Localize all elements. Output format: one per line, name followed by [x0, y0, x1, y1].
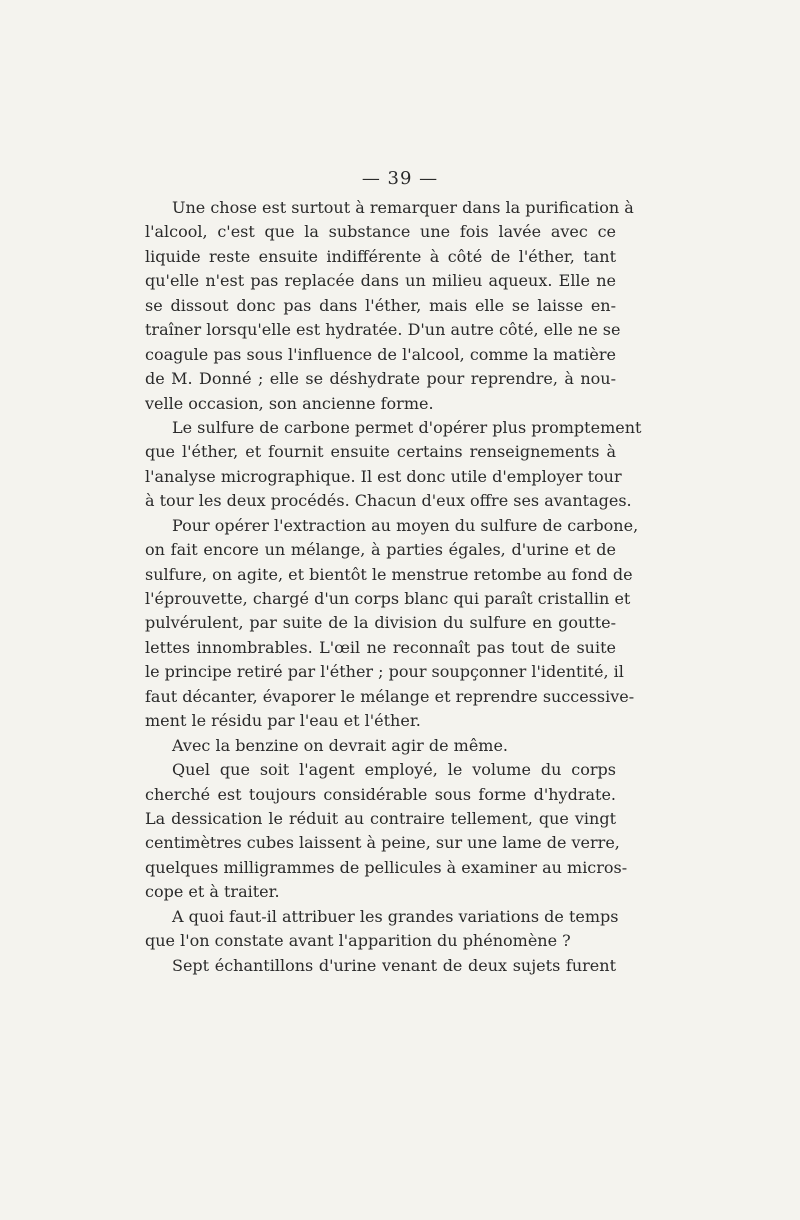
text-line: Pour opérer l'extraction au moyen du sulfure de carbone,: [172, 515, 639, 535]
text-line: A quoi faut-il attribuer les grandes variations de temps: [172, 906, 619, 926]
text-line: l'analyse micrographique. Il est donc utile d'employer tour: [145, 466, 622, 486]
text-line: qu'elle n'est pas replacée dans un milieu aqueux. Elle ne: [145, 271, 616, 291]
text-line: Avec la benzine on devrait agir de même.: [172, 735, 509, 755]
text-line: le principe retiré par l'éther ; pour soupçonner l'identité, il: [145, 662, 624, 682]
text-line: Le sulfure de carbone permet d'opérer plus promptement: [172, 417, 642, 437]
text-line: l'éprouvette, chargé d'un corps blanc qui paraît cristallin et: [145, 589, 631, 608]
text-line: que l'on constate avant l'apparition du phénomène ?: [145, 931, 571, 951]
body-text: [145, 196, 642, 978]
text-line: pulvérulent, par suite de la division du sulfure en goutte-: [145, 613, 616, 633]
text-line: que l'éther, et fournit ensuite certains renseignements à: [145, 442, 616, 462]
text-line: centimètres cubes laissent à peine, sur une lame de verre,: [145, 833, 620, 853]
text-line: cope et à traiter.: [145, 882, 280, 902]
text-line: coagule pas sous l'influence de l'alcool, comme la matière: [145, 344, 616, 364]
text-line: La dessication le réduit au contraire tellement, que vingt: [145, 808, 616, 828]
text-line: Quel que soit l'agent employé, le volume du corps: [172, 760, 616, 780]
text-line: Une chose est surtout à remarquer dans la purification à: [172, 198, 634, 217]
text-line: sulfure, on agite, et bientôt le menstrue retombe au fond de: [145, 564, 633, 584]
text-line: de M. Donné ; elle se déshydrate pour reprendre, à nou-: [145, 369, 616, 389]
text-line: on fait encore un mélange, à parties égales, d'urine et de: [145, 540, 616, 560]
text-line: liquide reste ensuite indifférente à côté de l'éther, tant: [145, 246, 616, 266]
text-line: traîner lorsqu'elle est hydratée. D'un autre côté, elle ne se: [145, 320, 621, 340]
text-line: cherché est toujours considérable sous forme d'hydrate.: [145, 784, 616, 804]
text-line: Sept échantillons d'urine venant de deux sujets furent: [172, 955, 616, 975]
text-line: à tour les deux procédés. Chacun d'eux offre ses avantages.: [145, 491, 632, 511]
page-number: — 39 —: [361, 168, 439, 189]
text-line: l'alcool, c'est que la substance une fois lavée avec ce: [145, 222, 616, 242]
text-line: lettes innombrables. L'œil ne reconnaît pas tout de suite: [145, 637, 616, 657]
text-line: se dissout donc pas dans l'éther, mais elle se laisse en-: [145, 295, 616, 315]
text-line: quelques milligrammes de pellicules à examiner au micros-: [145, 857, 628, 877]
text-line: faut décanter, évaporer le mélange et reprendre successive-: [145, 686, 635, 706]
text-line: velle occasion, son ancienne forme.: [145, 393, 434, 413]
text-line: ment le résidu par l'eau et l'éther.: [145, 711, 421, 731]
